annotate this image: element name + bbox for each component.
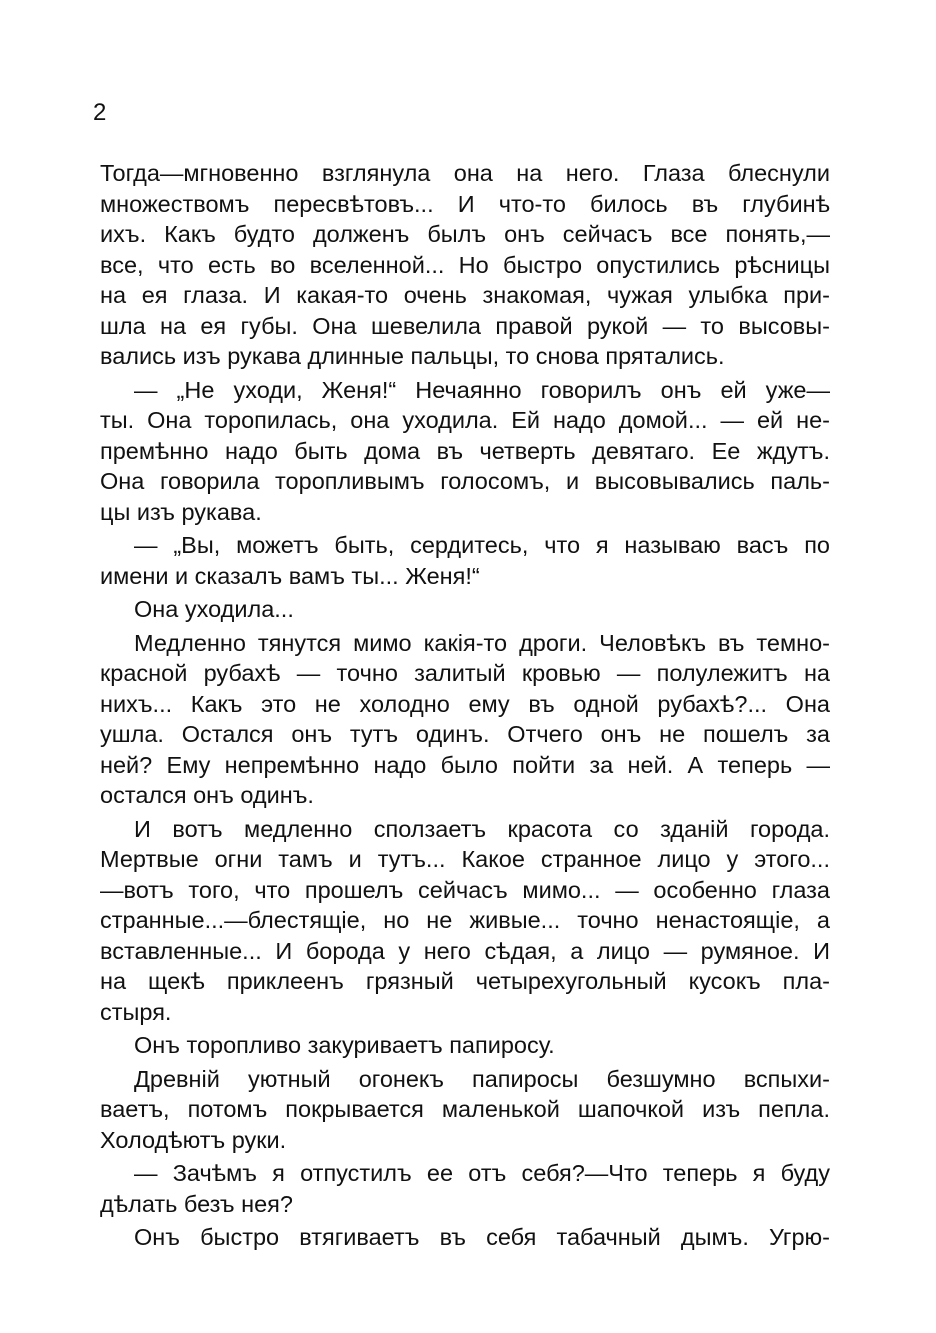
text-line: Мертвые огни тамъ и тутъ... Какое странное лицо у этого... — [100, 846, 830, 872]
text-line: —вотъ того, что прошелъ сейчасъ мимо... — особенно глаза — [100, 876, 830, 903]
text-line: Древній уютный огонекъ папиросы безшумно вспыхи- — [134, 1065, 830, 1092]
text-line: шла на ея губы. Она шевелила правой рукой — то высовы- — [100, 312, 830, 339]
body-text — [100, 158, 830, 1253]
text-line: — Зачѣмъ я отпустилъ ее отъ себя?—Что теперь я буду — [134, 1160, 830, 1186]
text-line: вставленные... И борода у него сѣдая, а лицо — румяное. И — [100, 937, 830, 964]
page-number: 2 — [93, 99, 107, 126]
text-line: вались изъ рукава длинные пальцы, то снова прятались. — [100, 343, 725, 369]
text-line: нихъ... Какъ это не холодно ему въ одной рубахѣ?... Она — [100, 690, 830, 717]
text-line: Онъ торопливо закуриваетъ папиросу. — [134, 1032, 555, 1058]
text-line: Холодѣютъ руки. — [100, 1126, 287, 1153]
text-line: стыря. — [100, 998, 172, 1025]
text-line: И вотъ медленно сползаетъ красота со зданій города. — [134, 815, 830, 842]
text-line: все, что есть во вселенной... Но быстро опустились рѣсницы — [100, 251, 830, 278]
text-line: ихъ. Какъ будто долженъ былъ онъ сейчасъ все понять,— — [100, 221, 830, 247]
text-line: остался онъ одинъ. — [100, 782, 314, 808]
text-line: — „Не уходи, Женя!“ Нечаянно говорилъ онъ ей уже— — [134, 376, 830, 403]
text-line: множествомъ пересвѣтовъ... И что-то билось въ глубинѣ — [100, 190, 830, 217]
text-line: — „Вы, можетъ быть, сердитесь, что я называю васъ по — [134, 532, 830, 558]
text-line: дѣлать безъ нея? — [100, 1190, 293, 1217]
text-line: Она говорила торопливымъ голосомъ, и высовывались паль- — [100, 468, 830, 494]
text-line: ваетъ, потомъ покрывается маленькой шапочкой изъ пепла. — [100, 1096, 830, 1122]
text-line: странные...—блестящіе, но не живые... точно ненастоящіе, а — [100, 907, 830, 933]
text-line: на щекѣ приклеенъ грязный четырехугольный кусокъ пла- — [100, 968, 830, 994]
text-line: ней? Ему непремѣнно надо было пойти за ней. А теперь — — [100, 751, 830, 778]
text-line: Тогда—мгновенно взглянула она на него. Глаза блеснули — [100, 160, 830, 186]
text-line: Онъ быстро втягиваетъ въ себя табачный дымъ. Угрю- — [134, 1224, 830, 1250]
text-line: красной рубахѣ — точно залитый кровью — полулежитъ на — [100, 660, 830, 686]
text-line: имени и сказалъ вамъ ты... Женя!“ — [100, 562, 480, 589]
text-line: премѣнно надо быть дома въ четверть девятаго. Ее ждутъ. — [100, 437, 830, 464]
text-line: Она уходила... — [134, 596, 294, 622]
text-line: цы изъ рукава. — [100, 498, 262, 525]
text-line: ушла. Остался онъ тутъ одинъ. Отчего онъ не пошелъ за — [100, 721, 830, 747]
text-line: Медленно тянутся мимо какія-то дроги. Человѣкъ въ темно- — [134, 629, 830, 656]
text-line: ты. Она торопилась, она уходила. Ей надо домой... — ей не- — [100, 407, 830, 433]
text-line: на ея глаза. И какая-то очень знакомая, чужая улыбка при- — [100, 282, 830, 308]
